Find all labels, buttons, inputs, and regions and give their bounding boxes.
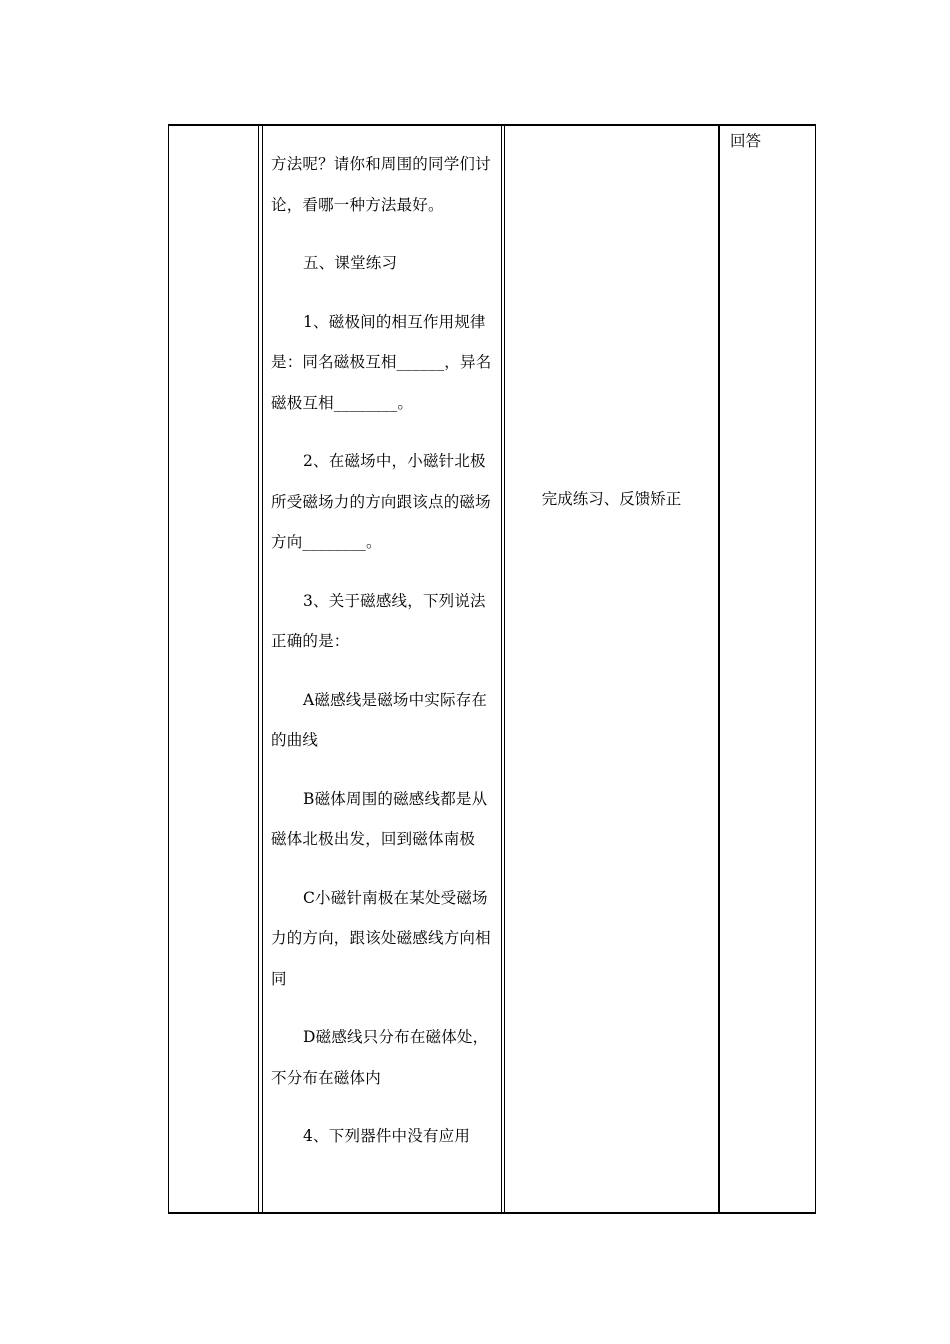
paragraph-option-c: C小磁针南极在某处受磁场力的方向，跟该处磁感线方向相同: [271, 888, 491, 988]
table-cell-student-activity: [504, 126, 719, 1212]
table-cell-answer: [719, 126, 817, 1212]
teaching-content-text: [271, 144, 493, 1175]
paragraph-question-4: 4、下列器件中没有应用: [303, 1127, 471, 1145]
paragraph-question-2: 2、在磁场中，小磁针北极所受磁场力的方向跟该点的磁场方向________。: [271, 452, 491, 551]
table-cell-section: [169, 126, 259, 1212]
paragraph-option-a: A磁感线是磁场中实际存在的曲线: [271, 690, 488, 749]
paragraph-discussion: 方法呢？请你和周围的同学们讨论，看哪一种方法最好。: [271, 155, 491, 214]
lesson-table: [168, 124, 816, 1214]
table-cell-teaching-content: [262, 126, 502, 1212]
paragraph-question-3: 3、关于磁感线，下列说法正确的是：: [271, 591, 486, 650]
paragraph-question-1: 1、磁极间的相互作用规律是：同名磁极互相______，异名磁极互相________。: [271, 312, 492, 412]
student-activity-text: 完成练习、反馈矫正: [541, 490, 682, 508]
paragraph-option-b: B磁体周围的磁感线都是从磁体北极出发，回到磁体南极: [271, 789, 488, 848]
paragraph-heading-practice: 五、课堂练习: [303, 254, 398, 272]
answer-label: 回答: [730, 132, 762, 150]
paragraph-option-d: D磁感线只分布在磁体处，不分布在磁体内: [271, 1028, 489, 1087]
